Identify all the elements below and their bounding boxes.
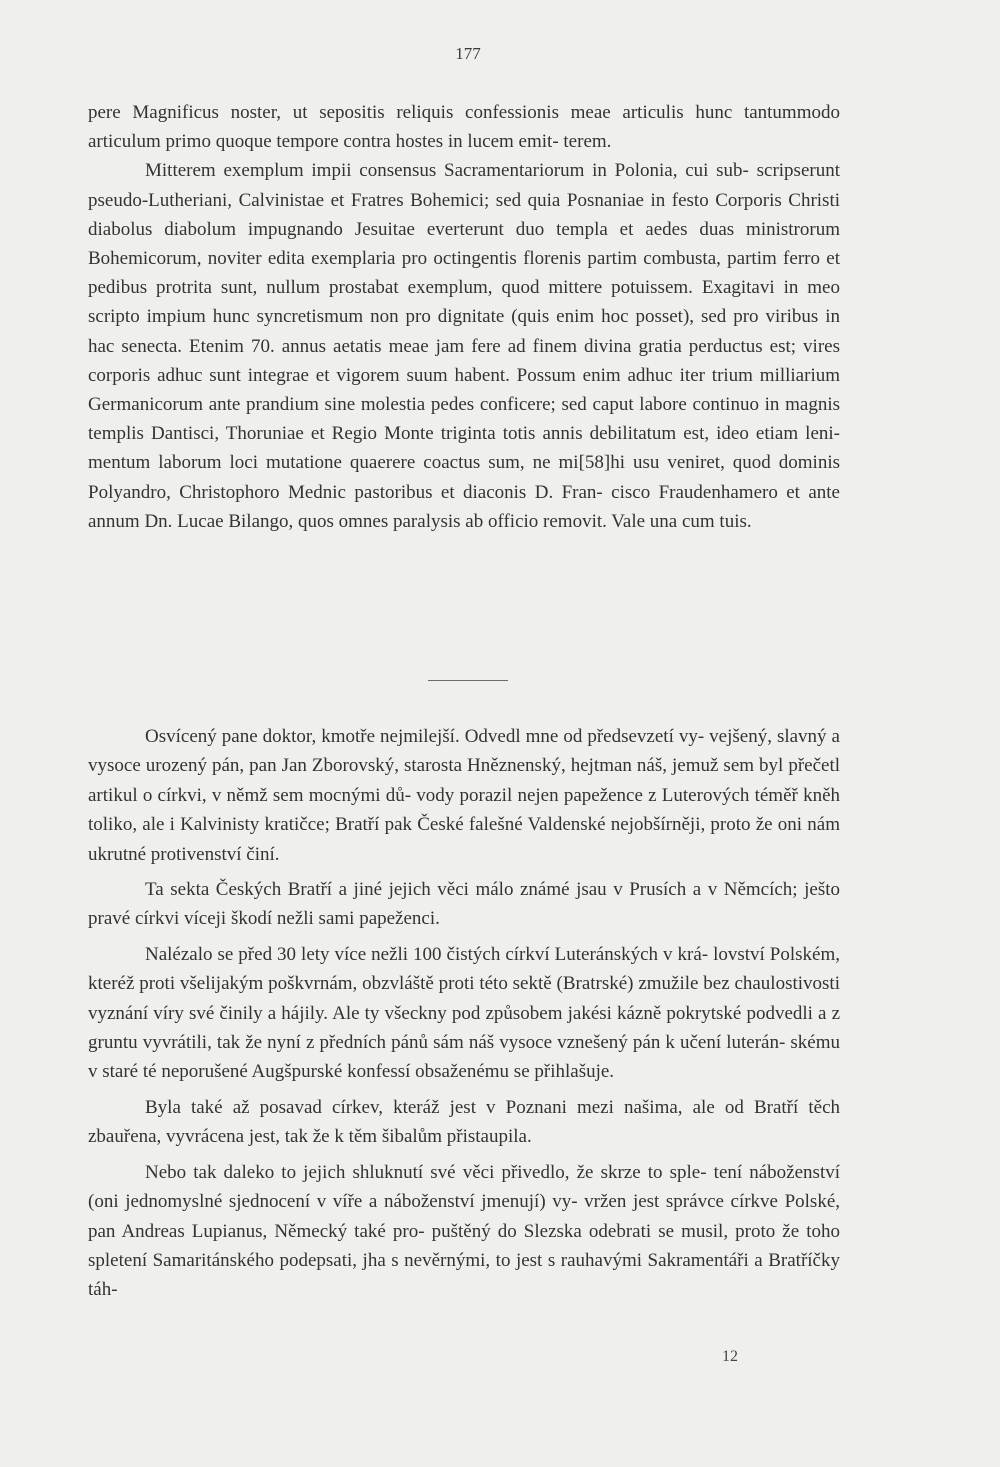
czech-paragraph: Osvícený pane doktor, kmotře nejmilejší. Odvedl mne od předsevzetí vy- vejšený, slavný a vysoce urozený pán, pan Jan Zborovský, starosta Hněznenský, hejtman náš, jemuž sem byl přečetl artikul o církvi, v němž sem mocnými dů- vody porazil nejen papežence z Luterových téměř kněh toliko, ale i Kalvinisty kratičce; Bratří pak České falešné Valdenské nejobšírněji, proto že oni nám ukrutné protivenství činí. [88,726,840,865]
latin-paragraph: pere Magnificus noster, ut sepositis reliquis confessionis meae articulis hunc tantummodo articulum primo quoque tempore contra hostes in lucem emit- terem. [88,102,840,153]
czech-paragraph: Ta sekta Českých Bratří a jiné jejich věci málo známé jsau v Prusích a v Němcích; ještο pravé církvi víceji škodí nežli sami papeženci. [88,879,840,930]
printer-signature-mark: 12 [722,1348,738,1365]
czech-paragraph: Nalézalo se před 30 lety více nežli 100 čistých církví Luteránských v krá- lovství Polském, kteréž proti všelijakým poškvrnám, obzvláště proti této sektě (Bratrské) zmužile bez chaulostivosti vyznání víry své činily a hájily. Ale ty všeckny pod způsobem jakési kázně pokrytské podvedli a z gruntu vyvrátili, tak že nyní z předních pánů sám náš vysoce vznešený pán k učení luterán- skému v staré té neporušené Augšpurské konfessí obsaženému se přihlašuje. [88,943,840,1083]
page-number: 177 [455,44,481,63]
section-divider [428,680,508,681]
czech-letter-text [88,722,840,1305]
czech-paragraph: Byla také až posavad církev, kteráž jest v Poznani mezi našima, ale od Bratří těch zbauřena, vyvrácena jest, tak že k těm šibalům přistaupila. [88,1096,840,1148]
latin-letter-text [88,98,840,536]
latin-paragraph: Mitterem exemplum impii consensus Sacramentariorum in Polonia, cui sub- scripserunt pseudo-Lutheriani, Calvinistae et Fratres Bohemici; sed quia Posnaniae in festo Corporis Christi diabolus diabolum impugnando Jesuitae everterunt duo templa et aedes duas ministrorum Bohemicorum, noviter edita exemplaria pro octingentis florenis partim combusta, partim ferro et pedibus protrita sunt, nullum prostabat exemplum, quod mittere potuissem. Exagitavi in meo scripto impium hunc syncretismum non pro dignitate (quis enim hoc posset), sed pro viribus in hac senecta. Etenim 70. annus aetatis meae jam fere ad finem divina gratia perductus est; vires corporis adhuc sunt integrae et vigorem suum habent. Possum enim adhuc iter trium milliarium Germanicorum ante prandium sine molestia pedes conficere; sed caput labore continuo in magnis templis Dantisci, Thoruniae et Regio Monte triginta totis annis debilitatum est, ideo etiam leni- mentum laborum loci mutatione quaerere coactus sum, ne mi[58]hi usu veniret, quod dominis Polyandro, Christophoro Mednic pastoribus et diaconis D. Fran- cisco Fraudenhamero et ante annum Dn. Lucae Bilango, quos omnes paralysis ab officio removit. Vale una cum tuis. [88,160,840,532]
czech-paragraph: Nebo tak daleko to jejich shluknutí své věci přivedlo, že skrze to sple- tení náboženství (oni jednomyslné sjednocení v víře a náboženství jmenují) vy- vržen jest správce církve Polské, pan Andreas Lupianus, Německý také pro- puštěný do Slezska odebrati se musil, proto že toho spletení Samaritánského podepsati, jha s nevěrnými, to jest s rauhavými Sakramentáři a Bratříčky táh- [88,1161,840,1301]
